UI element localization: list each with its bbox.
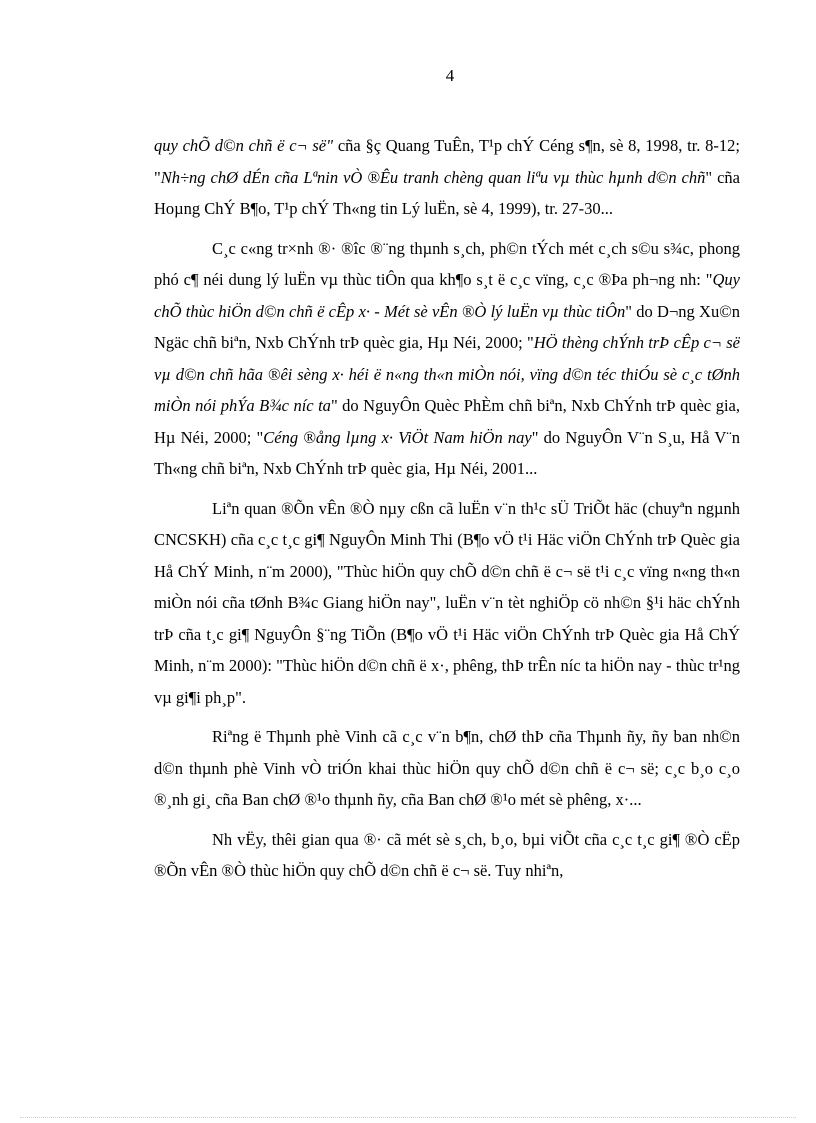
text-segment: C¸c c«ng tr×nh ®· ®îc ®¨ng thµnh s¸ch, ph©n tÝch mét c¸ch s©u s¾c, phong phó c¶ néi dung lý luËn vµ thùc tiÔn qua kh¶o s¸t ë c¸c vïng, c¸c ®Þa ph¬ng nh: ": [154, 238, 740, 289]
body-text: [154, 130, 740, 895]
text-segment: " do NguyÔn V¨n S¸u, Hå V¨n Th«ng chñ biªn, Nxb ChÝnh trÞ quèc gia, Hµ Néi, 2001...: [154, 427, 740, 478]
text-segment: HÖ thèng chÝnh trÞ cÊp c¬ së vµ d©n chñ hãa ®êi sèng x· héi ë n«ng th«n miÒn nói, vïng d©n téc thiÓu sè c¸c tØnh miÒn nói phÝa B¾c níc ta: [154, 333, 740, 415]
text-segment: quy chÕ d©n chñ ë c¬ së": [154, 136, 334, 155]
text-segment: Nh vËy, thêi gian qua ®· cã mét sè s¸ch, b¸o, bµi viÕt cña c¸c t¸c gi¶ ®Ò cËp ®Õn vÊn ®Ò thùc hiÖn quy chÕ d©n chñ ë c¬ së. Tuy nhiªn,: [154, 829, 740, 880]
text-segment: Céng ®ång lµng x· ViÖt Nam hiÖn nay: [263, 427, 532, 447]
page-number: 4: [445, 66, 455, 85]
text-segment: Riªng ë Thµnh phè Vinh cã c¸c v¨n b¶n, chØ thÞ cña Thµnh ñy, ñy ban nh©n d©n thµnh phè Vinh vÒ triÓn khai thùc hiÖn quy chÕ d©n chñ ë c¬ së; c¸c b¸o c¸o ®¸nh gi¸ cña Ban chØ ®¹o thµnh ñy, cña Ban chØ ®¹o mét sè phêng, x·...: [154, 727, 740, 809]
text-segment: " cña Hoµng ChÝ B¶o, T¹p chÝ Th«ng tin Lý luËn, sè 4, 1999), tr. 27-30...: [154, 167, 740, 218]
text-segment: Nh÷ng chØ dÉn cña Lªnin vÒ ®Êu tranh chèng quan liªu vµ thùc hµnh d©n chñ: [160, 167, 706, 187]
page-bottom-divider: [20, 1117, 796, 1118]
text-segment: cña §ç Quang TuÊn, T¹p chÝ Céng s¶n, sè 8, 1998, tr. 8-12; ": [154, 136, 740, 187]
paragraph-2: [154, 233, 740, 485]
paragraph-4: [154, 721, 740, 816]
paragraph-3: [154, 493, 740, 714]
text-segment: " do D¬ng Xu©n Ngäc chñ biªn, Nxb ChÝnh trÞ quèc gia, Hµ Néi, 2000; ": [154, 301, 740, 352]
text-segment: Quy chÕ thùc hiÖn d©n chñ ë cÊp x· - Mét sè vÊn ®Ò lý luËn vµ thùc tiÔn: [154, 270, 740, 321]
text-segment: " do NguyÔn Quèc PhÈm chñ biªn, Nxb ChÝnh trÞ quèc gia, Hµ Néi, 2000; ": [154, 396, 740, 447]
text-segment: Liªn quan ®Õn vÊn ®Ò nµy cßn cã luËn v¨n th¹c sÜ TriÕt häc (chuyªn ngµnh CNCSKH) cña c¸c t¸c gi¶ NguyÔn Minh Thi (B¶o vÖ t¹i Häc viÖn ChÝnh trÞ Quèc gia Hå ChÝ Minh, n¨m 2000), "Thùc hiÖn quy chÕ d©n chñ ë c¬ së t¹i c¸c vïng n«ng th«n miÒn nói cña tØnh B¾c Giang hiÖn nay", luËn v¨n tèt nghiÖp cö nh©n §¹i häc chÝnh trÞ cña t¸c gi¶ NguyÔn §¨ng TiÕn (B¶o vÖ t¹i Häc viÖn ChÝnh trÞ Quèc gia Hå ChÝ Minh, n¨m 2000): "Thùc hiÖn d©n chñ ë x·, phêng, thÞ trÊn níc ta hiÖn nay - thùc tr¹ng vµ gi¶i ph¸p".: [154, 498, 740, 707]
paragraph-1: [154, 130, 740, 225]
paragraph-5: [154, 824, 740, 887]
